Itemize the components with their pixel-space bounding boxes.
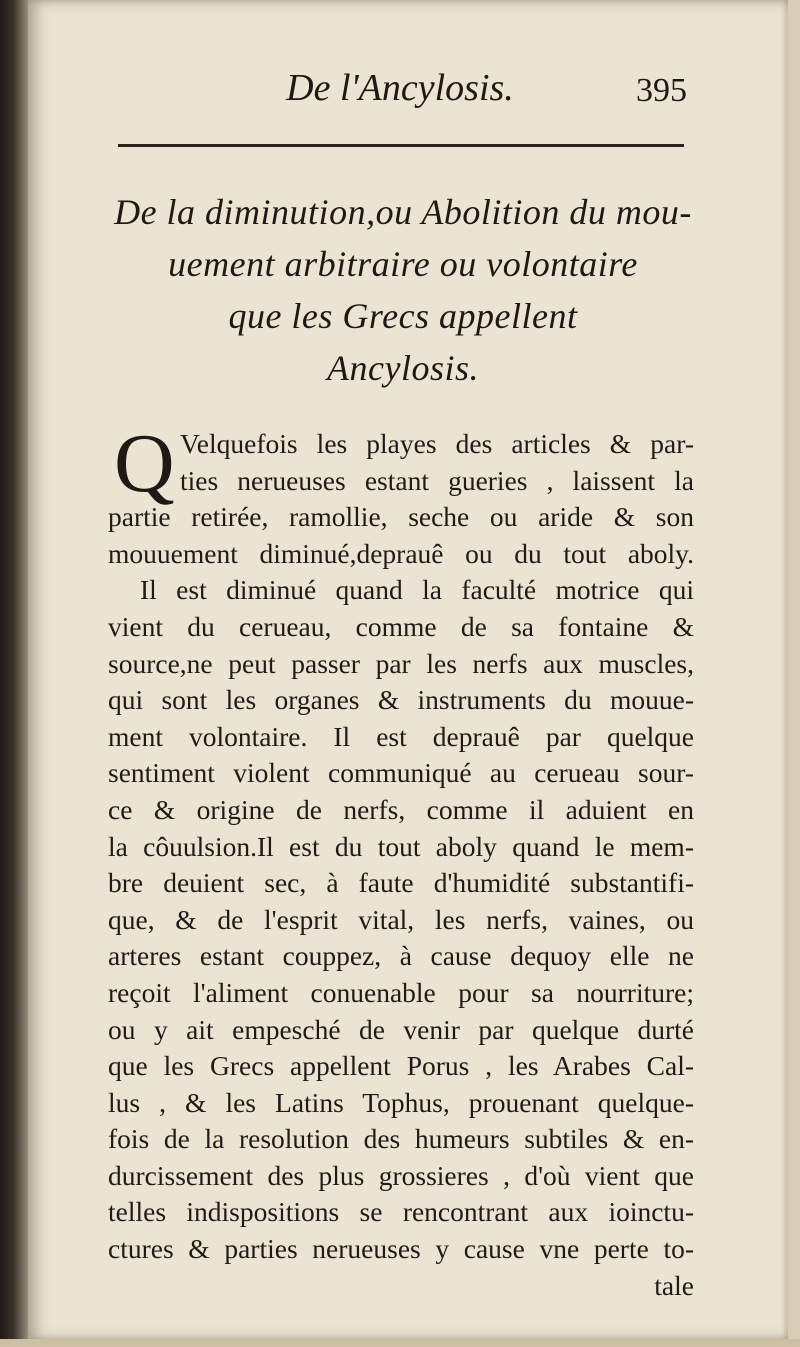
text-line: source,ne peut passer par les nerfs aux muscles,	[108, 647, 694, 679]
text-line: ou y ait empesché de venir par quelque durté	[108, 1013, 694, 1045]
text-line: vient du cerueau, comme de sa fontaine &	[108, 610, 694, 642]
text-line: tale	[654, 1269, 694, 1301]
text-line: ties nerueuses estant gueries , laissent la	[180, 464, 694, 496]
text-line: que, & de l'esprit vital, les nerfs, vaines, ou	[108, 903, 694, 935]
text-line: reçoit l'aliment conuenable pour sa nourriture;	[108, 976, 694, 1008]
section-title-line: que les Grecs appellent	[228, 296, 578, 336]
text-line: la côuulsion.Il est du tout aboly quand le mem-	[108, 830, 694, 862]
section-title-line: Ancylosis.	[327, 348, 479, 388]
section-title-line: De la diminution,ou Abolition du mou-	[114, 192, 692, 232]
body-text	[108, 426, 694, 1304]
page-bottom-edge	[0, 1339, 800, 1347]
text-line: Velquefois les playes des articles & par-	[180, 428, 694, 459]
text-line: fois de la resolution des humeurs subtiles & en-	[108, 1123, 694, 1155]
header-rule	[118, 144, 684, 147]
text-line: partie retirée, ramollie, seche ou aride & son	[108, 501, 694, 533]
text-line: ctures & parties nerueuses y cause vne perte to-	[108, 1233, 694, 1265]
page-number: 395	[636, 72, 687, 109]
text-line: sentiment violent communiqué au cerueau sour-	[108, 757, 694, 789]
text-line: ce & origine de nerfs, comme il aduient en	[108, 793, 694, 825]
text-line: telles indispositions se rencontrant aux ioinctu-	[108, 1196, 694, 1228]
drop-cap: Q	[114, 417, 175, 510]
section-title-line: uement arbitraire ou volontaire	[168, 244, 638, 284]
text-line: lus , & les Latins Tophus, prouenant quelque-	[108, 1086, 694, 1118]
text-line: durcissement des plus grossieres , d'où vient que	[108, 1159, 694, 1191]
text-line: Il est diminué quand la faculté motrice qui	[140, 574, 694, 606]
text-line: qui sont les organes & instruments du mouue-	[108, 684, 694, 716]
text-line: ment volontaire. Il est deprauê par quelque	[108, 720, 694, 752]
text-line: arteres estant couppez, à cause dequoy elle ne	[108, 940, 694, 972]
text-line: que les Grecs appellent Porus , les Arabes Cal-	[108, 1050, 694, 1082]
running-head: De l'Ancylosis.	[286, 67, 514, 109]
page-edge	[788, 0, 800, 1347]
text-line: bre deuient sec, à faute d'humidité substantifi-	[108, 867, 694, 899]
section-title	[108, 186, 698, 394]
text-line: mouuement diminué,deprauê ou du tout aboly.	[108, 537, 694, 569]
